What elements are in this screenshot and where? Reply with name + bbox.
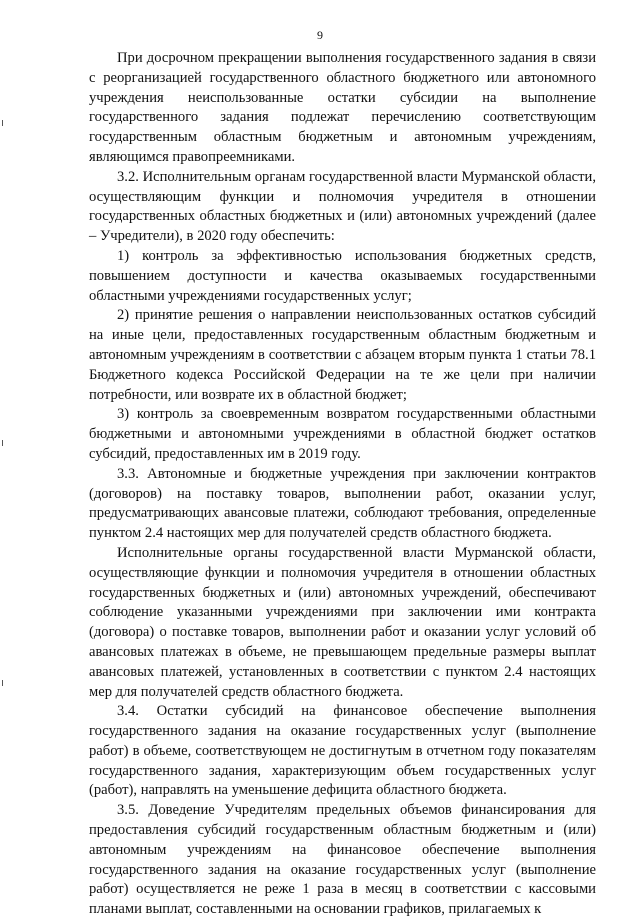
paragraph-3-3: 3.3. Автономные и бюджетные учреждения при заключении контрактов (договоров) на поставку товаров, выполнении работ, оказании услуг, предусматривающих авансовые платежи, соблюдают требования, определенные пунктом 2.4 настоящих мер для получателей средств областного бюджета. bbox=[89, 465, 596, 542]
document-body bbox=[89, 49, 596, 920]
paragraph-3-2-item-1: 1) контроль за эффективностью использования бюджетных средств, повышением доступности и качества оказываемых государственными областными учреждениями государственных услуг; bbox=[89, 247, 596, 304]
paragraph-3-2-item-2: 2) принятие решения о направлении неиспользованных остатков субсидий на иные цели, предоставленных государственным областным бюджетным и автономным учреждениям в соответствии с абзацем вторым пункта 1 статьи 78.1 Бюджетного кодекса Российской Федерации на те же цели при наличии потребности, или возврате их в областной бюджет; bbox=[89, 307, 596, 403]
paragraph-3-2: 3.2. Исполнительным органам государственной власти Мурманской области, осуществляющим функции и полномочия учредителя в отношении государственных областных бюджетных и (или) автономных учреждений (далее – Учредители), в 2020 году обеспечить: bbox=[89, 168, 596, 245]
scan-edge-mark bbox=[2, 440, 3, 446]
page-number: 9 bbox=[317, 28, 323, 42]
paragraph-3-2-item-3: 3) контроль за своевременным возвратом государственными областными бюджетными и автономными учреждениями в областной бюджет остатков субсидий, предоставленных им в 2019 году. bbox=[89, 406, 596, 462]
paragraph-reorganization: При досрочном прекращении выполнения государственного задания в связи с реорганизацией государственного областного бюджетного или автономного учреждения неиспользованные остатки субсидии на выполнение государственного задания подлежат перечислению соответствующим государственным областным бюджетным и автономным учреждениям, являющимся правопреемниками. bbox=[89, 50, 596, 165]
scan-edge-mark bbox=[2, 680, 3, 686]
paragraph-3-3-executive-bodies: Исполнительные органы государственной власти Мурманской области, осуществляющие функции и полномочия учредителя в отношении областных государственных бюджетных и (или) автономных учреждений, обеспечивают соблюдение указанными учреждениями при заключении ими контракта (договора) о поставке товаров, выполнении работ и оказании услуг условий об авансовых платежах в объеме, не превышающем предельные размеры выплат авансовых платежей, установленных в соответствии с пунктом 2.4 настоящих мер для получателей средств областного бюджета. bbox=[89, 544, 596, 700]
paragraph-3-4: 3.4. Остатки субсидий на финансовое обеспечение выполнения государственного задания на оказание государственных услуг (выполнение работ) в объеме, соответствующем не достигнутым в отчетном году показателям государственного задания, характеризующим объем государственных услуг (работ), направлять на уменьшение дефицита областного бюджета. bbox=[89, 703, 596, 799]
paragraph-3-5: 3.5. Доведение Учредителям предельных объемов финансирования для предоставления субсидий государственным областным бюджетным и (или) автономным учреждениям на финансовое обеспечение выполнения государственного задания на оказание государственных услуг (выполнение работ) осуществляется не реже 1 раза в месяц в соответствии с кассовыми планами выплат, составленными на основании графиков, прилагаемых к bbox=[89, 802, 596, 918]
scan-edge-mark bbox=[2, 120, 3, 126]
